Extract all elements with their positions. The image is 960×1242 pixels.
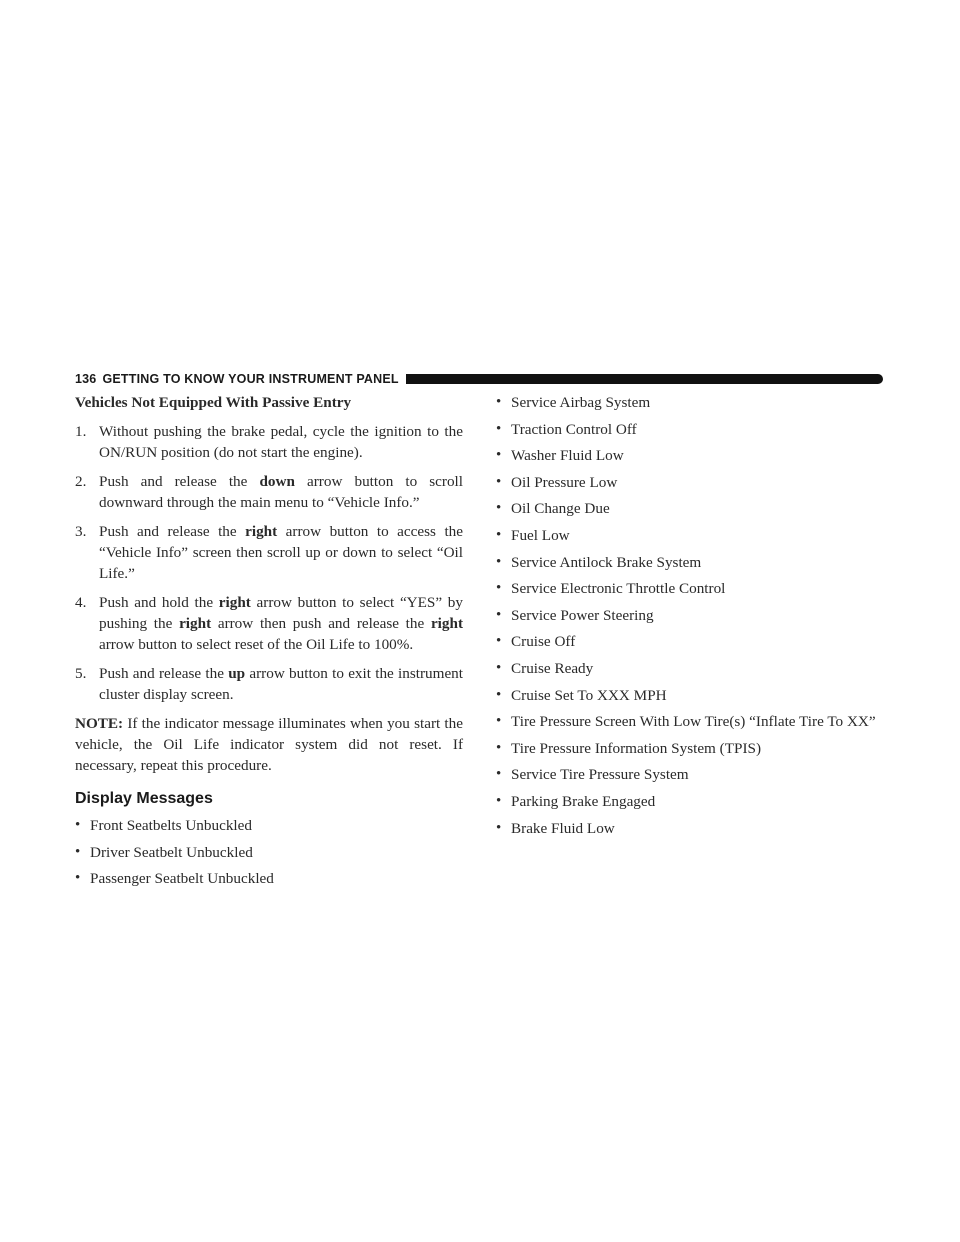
bullet-icon: •	[75, 843, 81, 860]
note-paragraph: NOTE: If the indicator message illuminates when you start the vehicle, the Oil Life indicator system did not reset. If necessary, repeat this procedure.	[75, 715, 463, 774]
list-item: • Brake Fluid Low	[496, 819, 615, 837]
left-column	[75, 392, 463, 895]
list-item: • Tire Pressure Screen With Low Tire(s) “Inflate Tire To XX”	[496, 713, 876, 731]
subheading: Vehicles Not Equipped With Passive Entry	[75, 394, 352, 411]
right-column	[496, 392, 884, 844]
list-item: • Passenger Seatbelt Unbuckled	[75, 870, 274, 887]
display-messages-list-right	[496, 392, 884, 839]
bullet-icon: •	[496, 500, 502, 517]
bullet-icon: •	[496, 553, 502, 570]
bullet-icon: •	[496, 659, 502, 676]
bullet-icon: •	[496, 526, 502, 543]
list-item: • Cruise Ready	[496, 659, 594, 677]
note-label: NOTE:	[75, 715, 124, 732]
list-item: • Cruise Set To XXX MPH	[496, 686, 667, 704]
step-item: 1. Without pushing the brake pedal, cycle the ignition to the ON/RUN position (do not start the engine).	[75, 423, 463, 461]
bullet-icon: •	[496, 739, 502, 756]
list-item: • Oil Pressure Low	[496, 473, 618, 491]
step-item: 3. Push and release the right arrow button to access the “Vehicle Info” screen then scroll up or down to select “Oil Life.”	[75, 523, 463, 582]
bullet-icon: •	[75, 870, 81, 886]
bullet-icon: •	[496, 713, 502, 730]
list-item: • Fuel Low	[496, 526, 570, 544]
list-item: • Tire Pressure Information System (TPIS)	[496, 739, 762, 757]
header-rule	[406, 374, 883, 384]
bullet-icon: •	[496, 447, 502, 464]
list-item: • Front Seatbelts Unbuckled	[75, 817, 252, 834]
section-title: GETTING TO KNOW YOUR INSTRUMENT PANEL	[102, 372, 399, 386]
step-item: 2. Push and release the down arrow button to scroll downward through the main menu to “Vehicle Info.”	[75, 473, 463, 511]
list-item: • Service Antilock Brake System	[496, 553, 702, 571]
list-item: • Driver Seatbelt Unbuckled	[75, 843, 253, 861]
bullet-icon: •	[496, 473, 502, 490]
list-item: • Service Tire Pressure System	[496, 766, 689, 784]
page-number: 136	[75, 372, 97, 386]
list-item: • Cruise Off	[496, 633, 576, 651]
bullet-icon: •	[496, 420, 502, 437]
page-header	[75, 371, 883, 387]
bullet-icon: •	[496, 580, 502, 597]
list-item: • Oil Change Due	[496, 500, 610, 518]
list-item: • Washer Fluid Low	[496, 447, 624, 465]
list-item: • Service Power Steering	[496, 606, 654, 624]
section-heading: Display Messages	[75, 790, 213, 807]
bullet-icon: •	[496, 394, 502, 410]
steps-list	[75, 421, 463, 705]
bullet-icon: •	[75, 817, 81, 833]
list-item: • Service Airbag System	[496, 394, 651, 411]
bullet-icon: •	[496, 792, 502, 809]
bullet-icon: •	[496, 819, 502, 836]
display-messages-list-left	[75, 815, 463, 889]
step-item: 5. Push and release the up arrow button to exit the instrument cluster display screen.	[75, 665, 463, 703]
list-item: • Traction Control Off	[496, 420, 637, 438]
step-item: 4. Push and hold the right arrow button to select “YES” by pushing the right arrow then push and release the right arrow button to select reset of the Oil Life to 100%.	[75, 594, 463, 653]
list-item: • Parking Brake Engaged	[496, 792, 656, 810]
bullet-icon: •	[496, 766, 502, 783]
bullet-icon: •	[496, 686, 502, 703]
bullet-icon: •	[496, 606, 502, 623]
list-item: • Service Electronic Throttle Control	[496, 580, 726, 598]
bullet-icon: •	[496, 633, 502, 650]
